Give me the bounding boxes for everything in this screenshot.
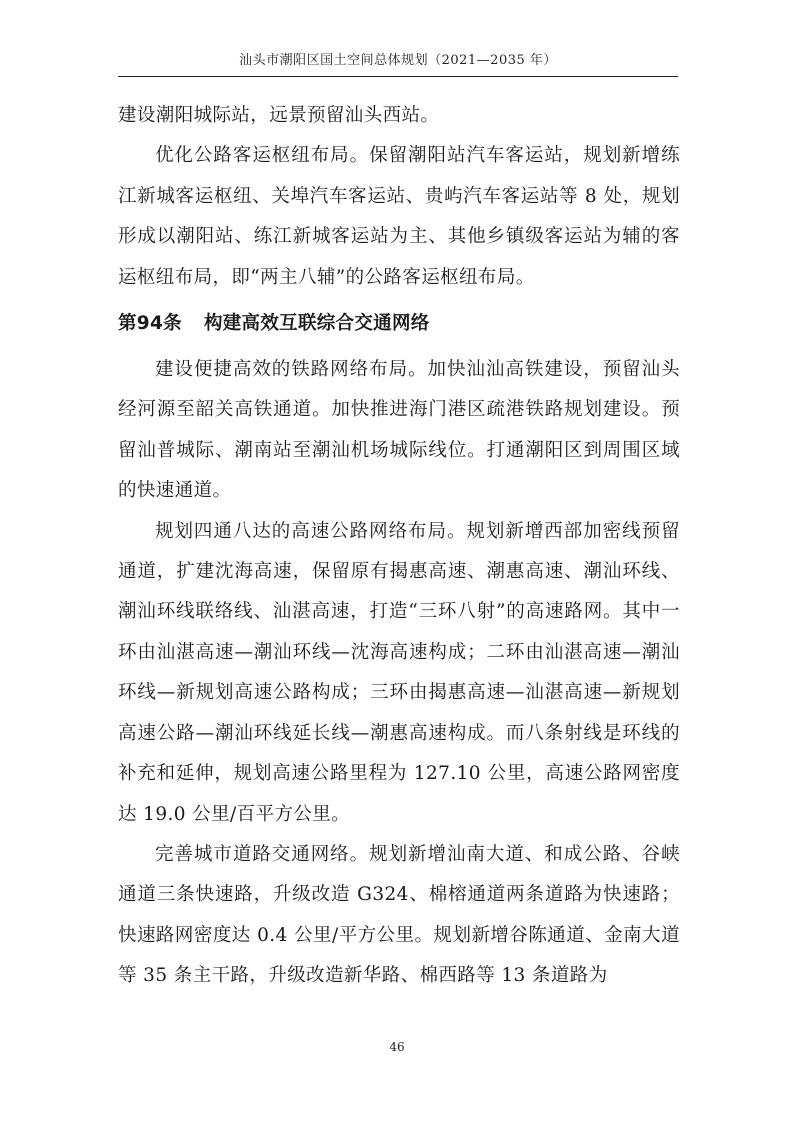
- article-number: 第94条: [118, 313, 182, 335]
- page-header: [118, 50, 678, 77]
- paragraph-1: 建设潮阳城际站，远景预留汕头西站。: [118, 105, 440, 126]
- page-number: 46: [389, 1040, 405, 1054]
- paragraph-4: 规划四通八达的高速公路网络布局。规划新增西部加密线预留通道，扩建沈海高速，保留原有揭惠高速、潮惠高速、潮汕环线、潮汕环线联络线、汕湛高速，打造“三环八射”的高速路网。其中一环由汕湛高速—潮汕环线—沈海高速构成；二环由汕湛高速—潮汕环线—新规划高速公路构成；三环由揭惠高速—汕湛高速—新规划高速公路—潮汕环线延长线—潮惠高速构成。而八条射线是环线的补充和延伸，规划高速公路里程为 127.10 公里，高速公路网密度达 19.0 公里/百平方公里。: [118, 520, 680, 825]
- paragraph-3: 建设便捷高效的铁路网络布局。加快汕汕高铁建设，预留汕头经河源至韶关高铁通道。加快推进海门港区疏港铁路规划建设。预留汕普城际、潮南站至潮汕机场城际线位。打通潮阳区到周围区域的快速通道。: [118, 359, 680, 502]
- article-title: 构建高效互联综合交通网络: [203, 313, 430, 335]
- document-title: 汕头市潮阳区国土空间总体规划（2021—2035 年）: [239, 53, 557, 68]
- document-body: [118, 96, 680, 997]
- paragraph-2: 优化公路客运枢纽布局。保留潮阳站汽车客运站，规划新增练江新城客运枢纽、关埠汽车客运站、贵屿汽车客运站等 8 处，规划形成以潮阳站、练江新城客运站为主、其他乡镇级客运站为辅的客运枢纽布局，即“两主八辅”的公路客运枢纽布局。: [118, 145, 680, 288]
- article-heading: [118, 304, 680, 344]
- paragraph-5: 完善城市道路交通网络。规划新增汕南大道、和成公路、谷峡通道三条快速路，升级改造 G324、棉榕通道两条道路为快速路；快速路网密度达 0.4 公里/平方公里。规划新增谷陈通道、金南大道等 35 条主干路，升级改造新华路、棉西路等 13 条道路为: [118, 843, 680, 987]
